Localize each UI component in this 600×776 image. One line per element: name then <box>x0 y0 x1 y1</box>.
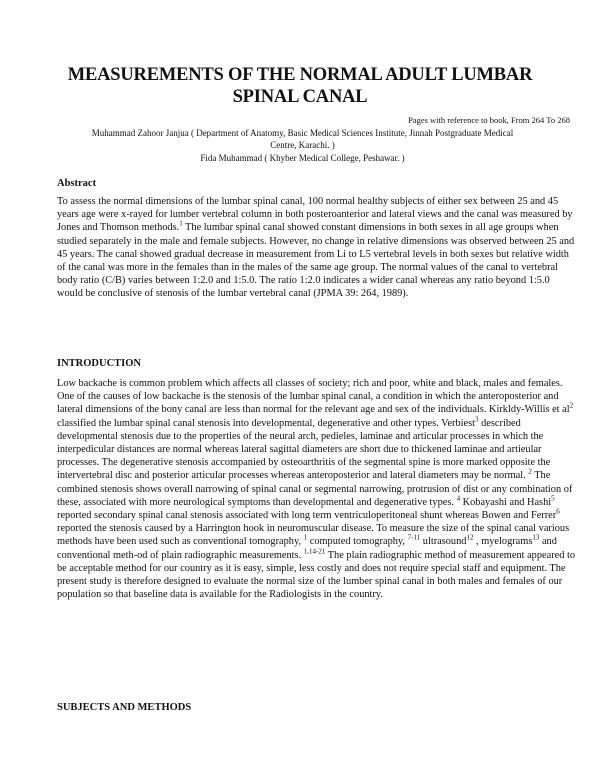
intro-text: classified the lumbar spinal canal stenosis into developmental, degenerative and other types. Verbiest <box>57 417 476 429</box>
intro-text: Low backache is common problem which affects all classes of society; rich and poor, white and black, males and females. One of the causes of low backache is the stenosis of the lumbar spinal canal, a condition in which the anteroposterior and lateral dimensions of the bony canal are less than normal for the relevant age and sex of the individuals. Kirkldy-Willis et al <box>57 378 570 416</box>
citation: 1,14-21 <box>303 547 326 556</box>
author-1-line: Muhammad Zahoor Janjua ( Department of Anatomy, Basic Medical Sciences Institute, Jinnah Postgraduate Medical <box>91 128 514 138</box>
citation: 13 <box>532 534 540 542</box>
introduction-heading: INTRODUCTION <box>57 358 142 369</box>
intro-text: described developmental stenosis due to the properties of the neural arch, pedieles, laminae and articular processes in which the interpedicular distances are normal whereas lateral sagittal diameters are short due to thickened laminae and artieular processes. The degenerative stenosis accompanied by osteoarthritis of the segmental spine is more marked opposite the intervertebral disc and posterior articular processes whereas anteroposterior and lateral diameters may be normal. <box>57 417 551 482</box>
citation: 1 <box>303 534 308 542</box>
intro-text: The plain radiographic method of measurement appeared to be acceptable method for our country as it is easy, simple, less costly and does not require special staff and equipment. The present study is therefore designed to evaluate the normal size of the lumber spinal canal in both males and females of our population so that baseline data is available for the Radiologists in the country. <box>57 549 576 601</box>
intro-text: , myelograms <box>473 536 533 548</box>
citation: 2 <box>528 467 532 476</box>
intro-text: reported the stenosis caused by a Harrington hook in neuromuscular disease. To measure the size of the spinal canal various methods have been used such as conventional tomography, <box>57 523 570 548</box>
title-line-1: MEASUREMENTS OF THE NORMAL ADULT LUMBAR <box>67 65 533 85</box>
intro-text: reported secondary spinal canal stenosis associated with long term ventriculoperitoneal shunt whereas Bowen and Ferrer <box>57 510 557 522</box>
methods-heading: SUBJECTS AND METHODS <box>57 702 192 713</box>
citation: 3 <box>475 415 479 424</box>
citation: 7-11 <box>407 534 421 542</box>
citation: 5 <box>551 494 555 503</box>
citation: 4 <box>456 494 461 503</box>
citation: 1 <box>179 219 183 228</box>
introduction-body <box>57 377 577 601</box>
author-affiliation-2: Fida Muhammad ( Khyber Medical College, Peshawar. ) <box>200 153 405 163</box>
article-title <box>40 64 560 108</box>
abstract-heading: Abstract <box>57 178 97 189</box>
author-affiliation-1 <box>30 127 575 151</box>
intro-text: and conventional meth-od of plain radiographic measurements. <box>57 536 557 561</box>
citation: 2 <box>569 401 574 410</box>
abstract-body <box>57 195 577 301</box>
intro-text: The combined stenosis shows overall narrowing of spinal canal or segmental narrowing, protrusion of dist or any combination of these, associated with more neurological symptoms than developmental and degenerative types. <box>57 470 573 508</box>
citation: 6 <box>556 507 560 516</box>
abstract-text-2: The lumbar spinal canal showed constant dimensions in both sexes in all age groups when studied separately in the male and female subjects. However, no change in relative dimensions was observed between 25 and 45 years. The canal showed gradual decrease in measurement from Li to L5 vertebral levels in both sexes but relative width of the canal was more in the females than in the males of the same age group. The normal values of the canal to vertebral body ratio (C/B) varies between 1:2.0 and 1:5.0. The ratio 1:2.0 indicates a wider canal whereas any ratio beyond 1:5.0 would be conclusive of stenosis of the lumbar vertebral canal (JPMA 39: 264, 1989). <box>57 222 575 300</box>
title-line-2: SPINAL CANAL <box>232 87 368 107</box>
author-1-line-2: Centre, Karachi. ) <box>270 140 335 150</box>
intro-text: computed tomography, <box>307 536 408 548</box>
intro-text: ultrasound <box>420 536 467 548</box>
abstract-text-1: To assess the normal dimensions of the lumbar spinal canal, 100 normal healthy subjects of either sex between 25 and 45 years age were x-rayed for lumber vertebral column in both posteroanterior and lateral views and the canal was measured by Jones and Thomson methods. <box>57 196 573 234</box>
pages-reference: Pages with reference to book, From 264 To 268 <box>408 115 570 125</box>
intro-text: Kobayashi and Hashi <box>460 496 552 508</box>
citation: 12 <box>466 534 474 542</box>
